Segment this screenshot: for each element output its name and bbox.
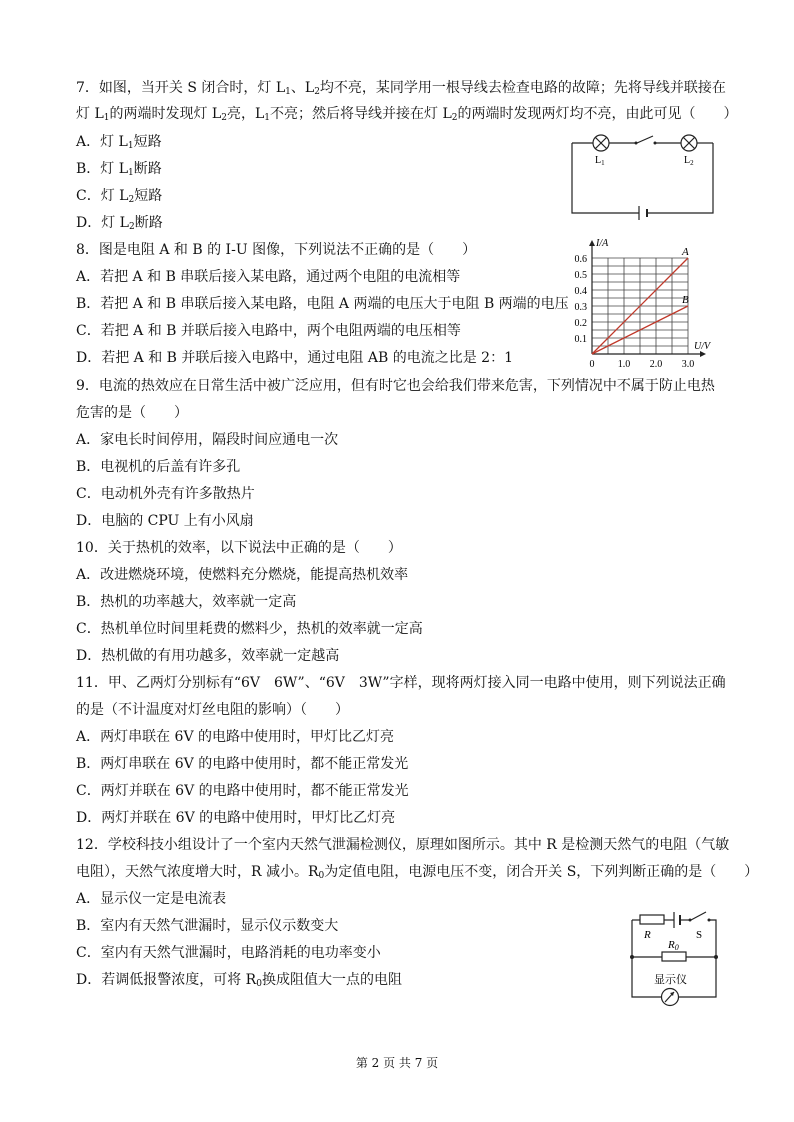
circuit-wire (647, 143, 713, 213)
q7-text: 灯 L (76, 106, 104, 122)
q7-circuit-diagram (565, 128, 725, 220)
q12-circuit-diagram (624, 902, 724, 1010)
q7-text: 的两端时发现两灯均不亮，由此可见（ ） (457, 106, 738, 122)
option-text: D．灯 L (76, 215, 129, 231)
series-label-a: A (682, 246, 689, 258)
resistor-r0 (662, 952, 686, 961)
option-text: 短路 (133, 134, 162, 150)
option-sub: 2 (128, 195, 135, 205)
option-text: D．若调低报警浓度，可将 R (76, 972, 257, 988)
label-meter: 显示仪 (654, 974, 687, 986)
q12-stem-line2 (76, 862, 758, 886)
x-axis-title: U/V (694, 341, 711, 352)
meter-icon (662, 989, 679, 1006)
iu-chart (560, 236, 720, 372)
y-tick-label: 0.4 (574, 286, 587, 297)
option-text: A．灯 L (76, 134, 128, 150)
q7-sub: 2 (451, 113, 458, 123)
q12-option-c: C．室内有天然气泄漏时，电路消耗的电功率变小 (76, 945, 381, 961)
q11-option-b: B．两灯串联在 6V 的电路中使用时，都不能正常发光 (76, 756, 409, 772)
q7-text: 均不亮，某同学用一根导线去检查电路的故障；先将导线并联接在 (319, 80, 726, 96)
q10-stem: 10．关于热机的效率，以下说法中正确的是（ ） (76, 540, 402, 556)
option-text: B．灯 L (76, 161, 129, 177)
switch-blade (637, 136, 653, 143)
q7-stem-line1 (76, 78, 726, 102)
x-tick-label: 0 (589, 359, 595, 370)
q7-option-c (76, 186, 162, 210)
q8-option-c: C．若把 A 和 B 并联后接入电路中，两个电阻两端的电压相等 (76, 323, 461, 339)
x-tick-label: 3.0 (681, 359, 695, 370)
lamp-icon (681, 135, 697, 151)
option-text: C．灯 L (76, 188, 129, 204)
y-tick-label: 0.5 (574, 270, 587, 281)
q7-option-a (76, 132, 162, 156)
lamp-icon (593, 135, 609, 151)
label-s: S (696, 929, 703, 941)
q12-sub: 0 (318, 871, 325, 881)
q8-stem: 8．图是电阻 A 和 B 的 I-U 图像，下列说法不正确的是（ ） (76, 242, 477, 258)
q12-text: 为定值电阻，电源电压不变，闭合开关 S，下列判断正确的是（ ） (324, 864, 759, 880)
junction-dot (714, 955, 718, 959)
y-tick-label: 0.3 (574, 302, 587, 313)
y-axis-arrow-icon (589, 240, 595, 246)
q7-text: 7．如图，当开关 S 闭合时，灯 L (76, 80, 286, 96)
option-sub: 0 (256, 979, 262, 989)
q9-option-c: C．电动机外壳有许多散热片 (76, 486, 255, 502)
page-footer: 第 2 页 共 7 页 (355, 1056, 439, 1070)
option-text: 短路 (134, 188, 163, 204)
series-label-b: B (682, 294, 689, 306)
label-r: R (644, 929, 651, 941)
option-sub: 1 (127, 141, 134, 151)
q12-option-d (76, 970, 402, 994)
q7-text: 、L (290, 80, 315, 96)
q11-option-a: A．两灯串联在 6V 的电路中使用时，甲灯比乙灯亮 (76, 729, 395, 745)
q7-text: 不亮；然后将导线并接在灯 L (270, 106, 452, 122)
resistor-r (640, 915, 664, 924)
q10-option-c: C．热机单位时间里耗费的燃料少，热机的效率就一定高 (76, 621, 423, 637)
q11-stem-line2: 的是（不计温度对灯丝电阻的影响）（ ） (76, 702, 349, 718)
q7-option-d (76, 213, 163, 237)
option-sub: 2 (128, 222, 135, 232)
q7-sub: 1 (264, 113, 270, 123)
q7-text: 的两端时发现灯 L (109, 106, 222, 122)
q8-option-a: A．若把 A 和 B 串联后接入某电路，通过两个电阻的电流相等 (76, 269, 461, 285)
q8-option-b: B．若把 A 和 B 串联后接入某电路，电阻 A 两端的电压大于电阻 B 两端的电压 (76, 296, 569, 312)
q7-sub: 1 (103, 113, 110, 123)
y-tick-label: 0.6 (574, 254, 587, 265)
q12-text: 电阻），天然气浓度增大时，R 减小。R (76, 864, 319, 880)
q10-option-b: B．热机的功率越大，效率就一定高 (76, 594, 297, 610)
q7-sub: 2 (221, 113, 227, 123)
y-tick-label: 0.2 (574, 318, 587, 329)
switch-contact (635, 142, 638, 145)
q12-option-a: A．显示仪一定是电流表 (76, 891, 227, 907)
q9-option-a: A．家电长时间停用，隔段时间应通电一次 (76, 432, 339, 448)
switch-contact (654, 142, 657, 145)
switch-contact (708, 919, 711, 922)
q7-sub: 2 (314, 87, 320, 97)
q10-option-a: A．改进燃烧环境，使燃料充分燃烧，能提高热机效率 (76, 567, 409, 583)
junction-dot (630, 955, 634, 959)
label-r0: R0 (668, 939, 679, 952)
y-axis-title: I/A (596, 238, 609, 249)
q11-option-c: C．两灯并联在 6V 的电路中使用时，都不能正常发光 (76, 783, 409, 799)
q12-stem-line1: 12．学校科技小组设计了一个室内天然气泄漏检测仪，原理如图所示。其中 R 是检测天然气的电阻（气敏 (76, 837, 730, 853)
q11-stem-line1: 11．甲、乙两灯分别标有“6V 6W”、“6V 3W”字样，现将两灯接入同一电路中使用，则下列说法正确 (76, 675, 726, 691)
option-text: 换成阻值大一点的电阻 (261, 972, 402, 988)
q7-text: 亮，L (226, 106, 265, 122)
x-tick-label: 1.0 (617, 359, 631, 370)
switch-contact (689, 919, 692, 922)
circuit-wire (572, 143, 639, 213)
y-tick-label: 0.1 (574, 334, 587, 345)
q9-stem-line2: 危害的是（ ） (76, 405, 188, 421)
option-text: 断路 (133, 161, 162, 177)
q11-option-d: D．两灯并联在 6V 的电路中使用时，甲灯比乙灯亮 (76, 810, 396, 826)
option-text: 断路 (134, 215, 163, 231)
switch-blade (691, 912, 706, 920)
q7-stem-line2 (76, 104, 737, 128)
q9-option-b: B．电视机的后盖有许多孔 (76, 459, 241, 475)
q12-option-b: B．室内有天然气泄漏时，显示仪示数变大 (76, 918, 339, 934)
q9-option-d: D．电脑的 CPU 上有小风扇 (76, 513, 254, 529)
lamp-label-l2: $L_2$ (684, 155, 694, 167)
q8-option-d: D．若把 A 和 B 并联后接入电路中，通过电阻 AB 的电流之比是 2：1 (76, 350, 513, 366)
x-tick-label: 2.0 (649, 359, 663, 370)
q7-sub: 1 (285, 87, 291, 97)
q7-option-b (76, 159, 162, 183)
q10-option-d: D．热机做的有用功越多，效率就一定越高 (76, 648, 340, 664)
option-sub: 1 (128, 168, 134, 178)
q9-stem-line1: 9．电流的热效应在日常生活中被广泛应用，但有时它也会给我们带来危害，下列情况中不属于防止电热 (76, 378, 715, 394)
lamp-label-l1: $L_1$ (595, 155, 605, 167)
